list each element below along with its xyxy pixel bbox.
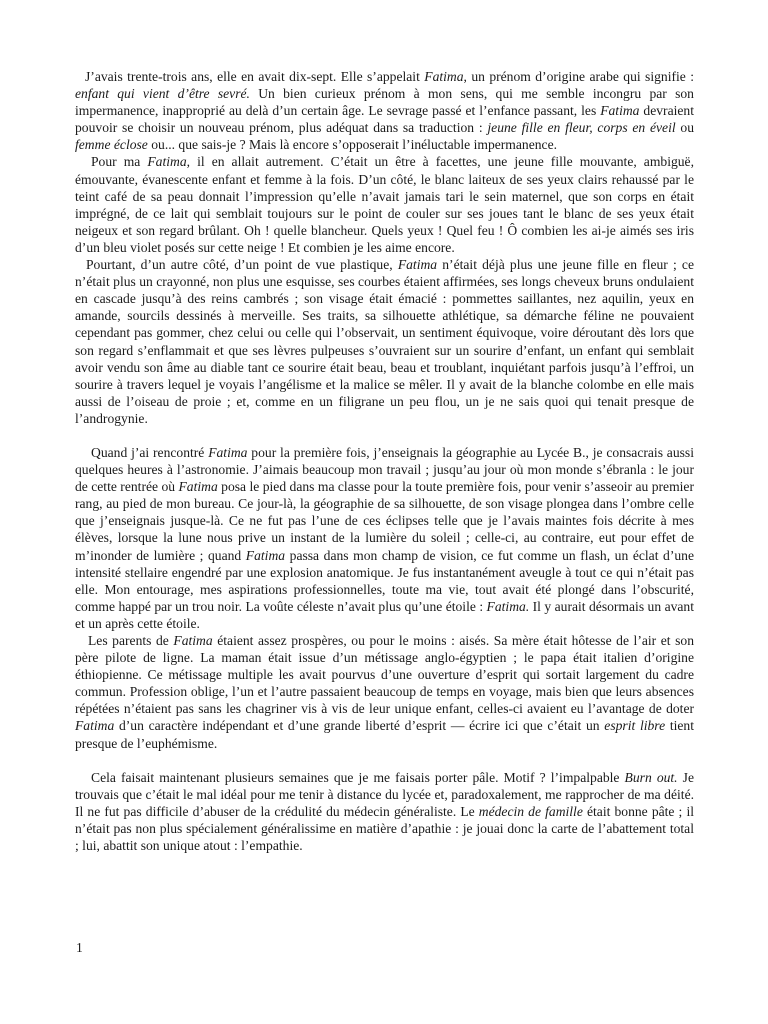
page-number: 1 bbox=[76, 940, 83, 955]
italic-text: médecin de famille bbox=[478, 803, 583, 819]
italic-text: Fatima bbox=[173, 633, 213, 648]
text-run: , un prénom d’origine arabe qui signifie : bbox=[463, 69, 694, 84]
italic-text: enfant qui vient d’être sevré. bbox=[75, 86, 250, 102]
italic-text: femme éclose bbox=[75, 137, 148, 153]
italic-text: esprit libre bbox=[604, 718, 666, 734]
text-run: devraient pouvoir se choisir un nouveau prénom, plus adéquat dans sa traduction : bbox=[75, 103, 694, 136]
italic-text: Fatima bbox=[245, 547, 286, 563]
text-run: Il y aurait désormais un avant et un après cette étoile. bbox=[75, 598, 695, 631]
text-run: était bonne pâte ; il n’était pas non plus spécialement généralissime en matière d’apathie : je jouai donc la carte de l’abattement total ; lui, abattit son unique atout : l’empathie. bbox=[75, 803, 694, 854]
paragraph bbox=[75, 444, 694, 632]
text-run: tient presque de l’euphémisme. bbox=[75, 718, 694, 751]
paragraph bbox=[75, 769, 694, 854]
italic-text: jeune fille en fleur, corps en éveil bbox=[487, 120, 676, 136]
text-run: passa dans mon champ de vision, ce fut comme un flash, un éclat d’une intensité stellaire engendré par une explosion anatomique. Je fus instantanément aveugle à tout ce qui n’était pas elle. Mon entourage, mes aspirations professionnelles, toute ma vie, tout avait été plongé dans l’obscurité, comme happé par un trou noir. La voûte céleste n’avait plus qu’une étoile : bbox=[75, 547, 694, 614]
text-run: , il en allait autrement. C’était un être à facettes, une jeune fille mouvante, ambiguë, émouvante, évanescente enfant et femme à la fois. D’un côté, le blanc laiteux de ses yeux clairs rehaussé par le teint café de sa peau donnait l’impression qu’elle n’avait jamais tari le sein maternel, que son corps en était imprégné, de ce lait qui semblait toujours sur le point de couler sur ses joues tant le blanc de ses yeux était neigeux et son regard brûlant. Oh ! quelle blancheur. Quels yeux ! Quel feu ! Ô combien les ai-je aimés ses iris d’un bleu violet posés sur cette neige ! Et combien je les aime encore. bbox=[75, 154, 694, 255]
text-run: Cela faisait maintenant plusieurs semaines que je me faisais porter pâle. Motif ? l’impalpable bbox=[91, 769, 625, 785]
text-run: posa le pied dans ma classe pour la toute première fois, pour venir s’asseoir au premier rang, au pied de mon bureau. Ce jour-là, la géographie de sa silhouette, de son visage plongea dans l’ombre celle que j’enseignais jusque-là. Ce ne fut pas l’une de ces éclipses telle que je l’avais maintes fois décrite à mes élèves, lorsque la lune nous prive un instant de la lumière du soleil ; celle-ci, au contraire, eut pour effet de m’inonder de lumière ; quand bbox=[75, 479, 694, 563]
italic-text: Fatima bbox=[397, 257, 438, 273]
body-text bbox=[75, 68, 694, 854]
text-run: n’était déjà plus une jeune fille en fleur ; ce n’était plus un crayonné, non plus une esquisse, ses courbes étaient affirmées, ses longs cheveux bruns ondulaient en cascade jusqu’à des reins cambrés ; son visage était émacié : pommettes saillantes, nez aquilin, yeux en amande, sourcils dessinés à merveille. Ses traits, sa silhouette athlétique, sa démarche féline ne pouvaient cependant pas gommer, chez celui ou celle qui l’observait, un sentiment équivoque, voire déroutant dès lors que son regard s’enflammait et que ses lèvres pulpeuses s’ouvraient sur un sourire d’enfant, un enfant qui semblait avoir vendu son âme au diable tant ce sourire était beau, beau et troublant, inquiétant parfois jusqu’à l’effroi, un sourire à travers lequel je voyais l’angélisme et la malice se mêler. Il y avait de la blanche colombe en elle mais aussi de l’oiseau de proie ; et, comme en un filigrane un peu flou, un je ne sais quoi qui tenait presque de l’androgynie. bbox=[75, 257, 694, 426]
paragraph bbox=[75, 153, 694, 256]
italic-text: Fatima bbox=[600, 103, 640, 119]
italic-text: Burn out. bbox=[624, 769, 678, 785]
text-run: Un bien curieux prénom à mon sens, qui me semble incongru par son impermanence, inapproprié au delà d’un certain âge. Le sevrage passé et l’enfance passant, les bbox=[75, 86, 694, 119]
text-run: étaient assez prospères, ou pour le moins : aisés. Sa mère était hôtesse de l’air et son père pilote de ligne. La maman était issue d’un métissage anglo-égyptien ; le papa était italien d’origine éthiopienne. Ce métissage multiple les avait pourvus d’une ouverture d’esprit qui sortait largement du cadre commun. Profession oblige, l’un et l’autre passaient beaucoup de temps en voyage, mais bien que leurs absences répétées n’étaient pas sans les chagriner vis à vis de leur unique enfant, celles-ci avaient eu l’avantage de doter bbox=[75, 633, 694, 717]
text-run: ou... que sais-je ? Mais là encore s’opposerait l’inéluctable impermanence. bbox=[147, 137, 558, 153]
paragraph bbox=[75, 632, 694, 752]
italic-text: Fatima bbox=[75, 718, 115, 734]
italic-text: Fatima bbox=[178, 479, 218, 495]
italic-text: Fatima bbox=[208, 444, 248, 460]
text-run: Les parents de bbox=[88, 633, 174, 648]
text-run: Pourtant, d’un autre côté, d’un point de vue plastique, bbox=[86, 257, 398, 273]
text-run: ou bbox=[675, 120, 694, 136]
text-run: d’un caractère indépendant et d’une grande liberté d’esprit — écrire ici que c’était un bbox=[114, 718, 605, 734]
italic-text: Fatima bbox=[147, 154, 187, 170]
italic-text: Fatima bbox=[424, 69, 464, 84]
paragraph bbox=[75, 68, 694, 153]
text-run: pour la première fois, j’enseignais la géographie au Lycée B., je consacrais aussi quelques heures à l’astronomie. J’aimais beaucoup mon travail ; jusqu’au jour où mon monde s’ébranla : le jour de cette rentrée où bbox=[75, 444, 694, 495]
text-run: J’avais trente-trois ans, elle en avait dix-sept. Elle s’appelait bbox=[85, 69, 425, 84]
paragraph bbox=[75, 256, 694, 427]
text-run: Je trouvais que c’était le mal idéal pour me tenir à distance du lycée et, paradoxalement, me rapprocher de ma déité. Il ne fut pas difficile d’abuser de la crédulité du médecin généraliste. Le bbox=[75, 769, 694, 819]
text-run: Pour ma bbox=[91, 154, 148, 170]
text-run: Quand j’ai rencontré bbox=[91, 444, 209, 460]
italic-text: Fatima. bbox=[486, 598, 530, 614]
